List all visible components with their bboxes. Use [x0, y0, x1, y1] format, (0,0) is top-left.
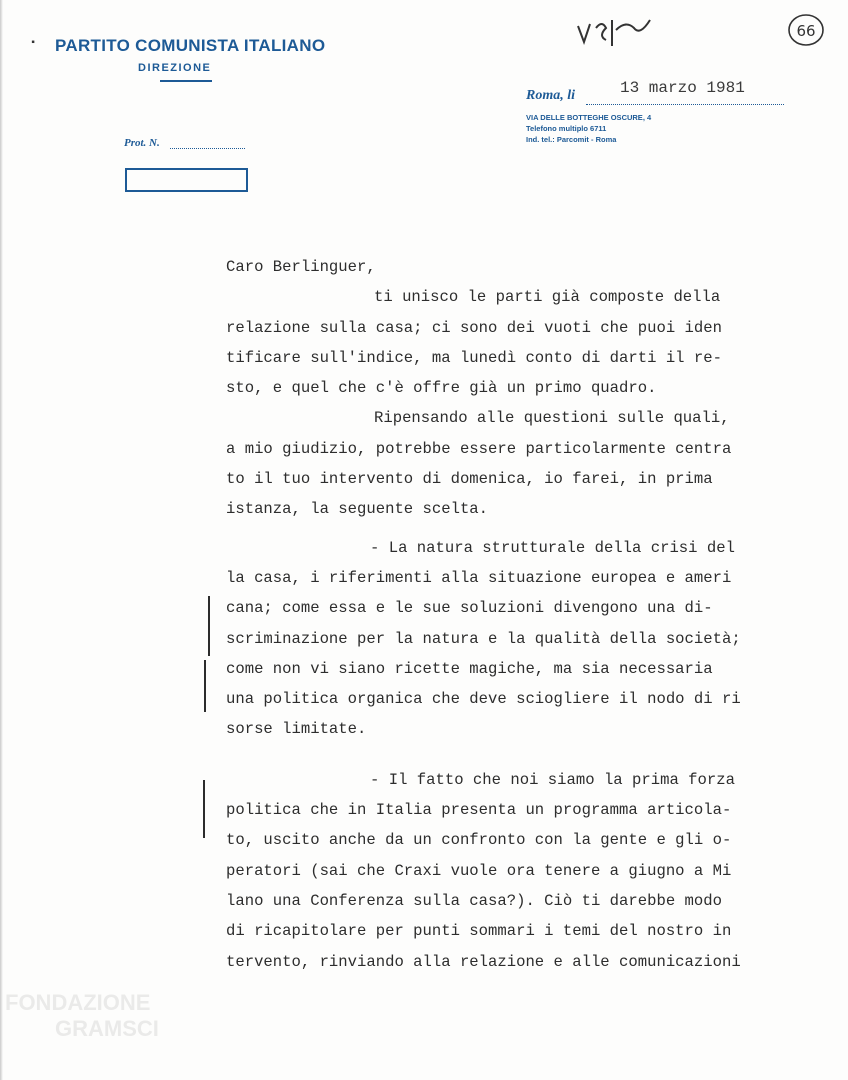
text-line: peratori (sai che Craxi vuole ora tenere a giugno a Mi: [226, 861, 732, 880]
text-line: to, uscito anche da un confronto con la gente e gli o-: [226, 831, 732, 850]
text-line: lano una Conferenza sulla casa?). Ciò ti darebbe modo: [226, 891, 722, 910]
scan-edge-shadow: [0, 0, 3, 1080]
text-line: come non vi siano ricette magiche, ma sia necessaria: [226, 659, 713, 678]
address-line: Ind. tel.: Parcomit - Roma: [526, 135, 617, 144]
text-line: sorse limitate.: [226, 720, 367, 739]
text-line: cana; come essa e le sue soluzioni divengono una di-: [226, 599, 713, 618]
address-line: Telefono multiplo 6711: [526, 124, 607, 133]
division-name: DIREZIONE: [138, 62, 212, 74]
text-line: istanza, la seguente scelta.: [226, 500, 489, 519]
party-name: PARTITO COMUNISTA ITALIANO: [55, 36, 326, 55]
salutation: Caro Berlinguer,: [226, 258, 376, 276]
handwritten-initials-icon: [572, 12, 662, 52]
text-line: - Il fatto che noi siamo la prima forza: [370, 770, 735, 789]
text-line: scriminazione per la natura e la qualità della società;: [226, 629, 741, 648]
division-underline: [160, 80, 212, 82]
text-line: - La natura strutturale della crisi del: [370, 538, 735, 557]
text-line: to il tuo intervento di domenica, io farei, in prima: [226, 470, 713, 489]
watermark-line: GRAMSCI: [55, 1016, 159, 1041]
text-line: tervento, rinviando alla relazione e alle comunicazioni: [226, 952, 741, 971]
letter-date: 13 marzo 1981: [620, 79, 745, 97]
protocol-label: Prot. N.: [124, 137, 160, 149]
archive-watermark: [5, 990, 159, 1042]
text-line: ti unisco le parti già composte della: [374, 288, 721, 307]
text-line: tificare sull'indice, ma lunedì conto di darti il re-: [226, 348, 722, 367]
letter-body: [226, 252, 786, 977]
city-label: Roma, li: [526, 88, 576, 103]
text-line: la casa, i riferimenti alla situazione europea e ameri: [226, 568, 732, 587]
margin-mark: [203, 780, 205, 838]
page-number: 66: [796, 22, 816, 40]
letterhead-address: [526, 112, 651, 145]
text-line: Ripensando alle questioni sulle quali,: [374, 409, 730, 428]
watermark-line: FONDAZIONE: [5, 990, 151, 1015]
margin-mark: [208, 596, 210, 656]
text-line: a mio giudizio, potrebbe essere particolarmente centra: [226, 439, 732, 458]
margin-mark: [204, 660, 206, 712]
bullet-mark: ▪: [30, 38, 37, 49]
address-line: VIA DELLE BOTTEGHE OSCURE, 4: [526, 113, 652, 122]
text-line: di ricapitolare per punti sommari i temi del nostro in: [226, 922, 732, 941]
protocol-dotted-line: [170, 148, 245, 149]
text-line: sto, e quel che c'è offre già un primo quadro.: [226, 379, 657, 398]
protocol-box: [125, 168, 248, 192]
text-line: relazione sulla casa; ci sono dei vuoti che puoi iden: [226, 318, 722, 337]
date-dotted-line: [586, 104, 784, 105]
text-line: una politica organica che deve sciogliere il nodo di ri: [226, 690, 741, 709]
text-line: politica che in Italia presenta un programma articola-: [226, 801, 732, 820]
page-number-circle: [786, 12, 826, 48]
